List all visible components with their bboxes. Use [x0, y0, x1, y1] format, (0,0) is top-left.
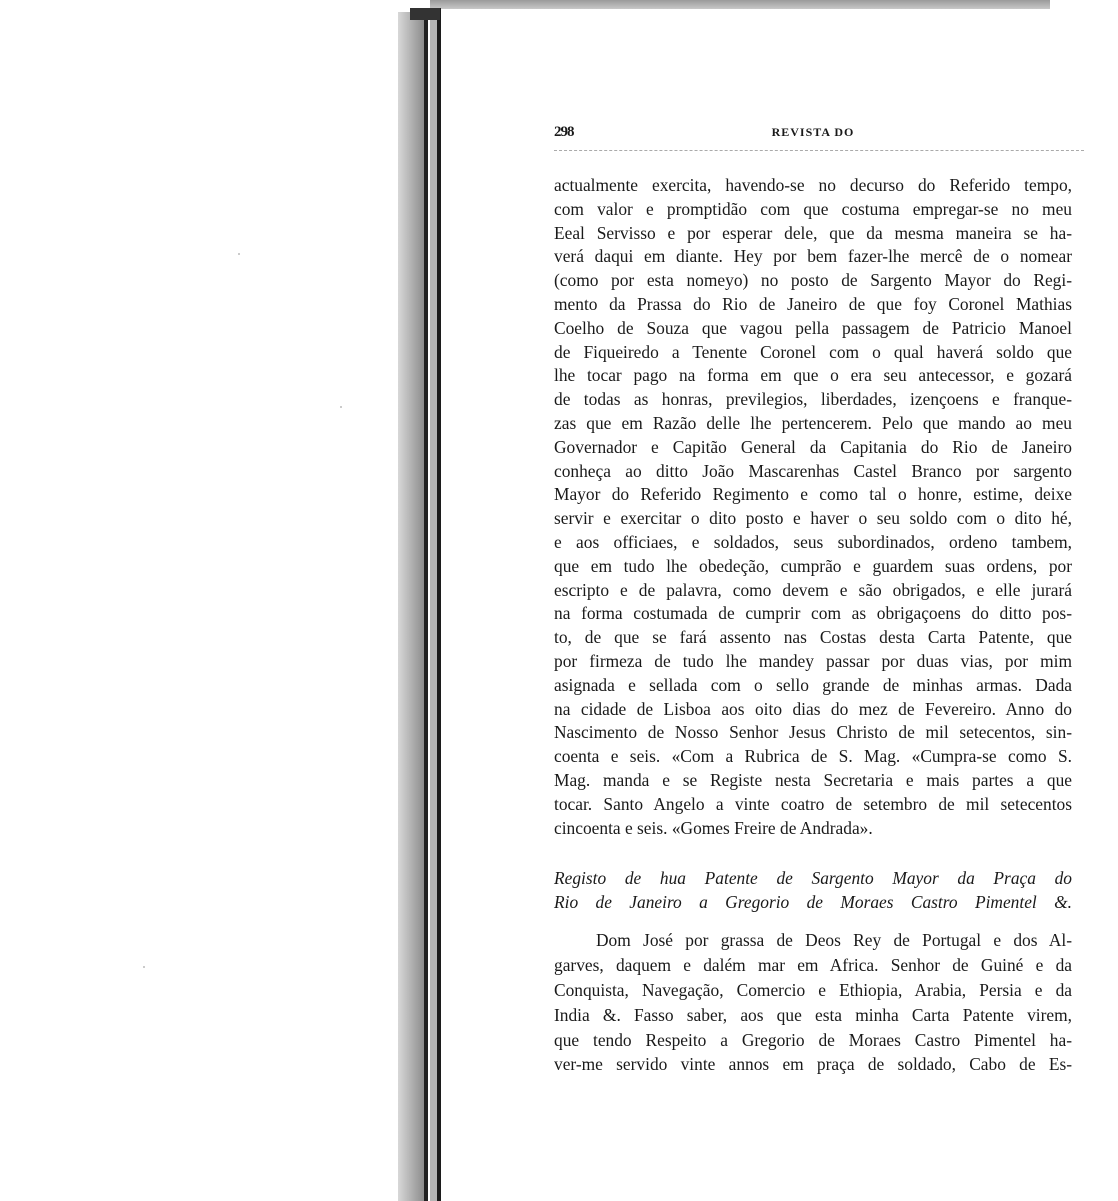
text-line: zas que em Razão delle lhe pertencerem. Pelo que mando ao meu	[554, 412, 1072, 433]
text-line: de Fiqueiredo a Tenente Coronel com o qual haverá soldo que	[554, 341, 1072, 362]
page-header	[554, 124, 1072, 144]
text-line: escripto e de palavra, como devem e são obrigados, e elle jurará	[554, 579, 1072, 600]
text-line: com valor e promptidão com que costuma empregar-se no meu	[554, 198, 1072, 219]
text-line: que em tudo lhe obedeção, cumprão e guardem suas ordens, por	[554, 555, 1072, 576]
text-line: Conquista, Navegação, Comercio e Ethiopia, Arabia, Persia e da	[554, 979, 1072, 1000]
text-line: Registo de hua Patente de Sargento Mayor da Praça do	[554, 868, 1072, 888]
text-line: (como por esta nomeyo) no posto de Sargento Mayor do Regi-	[554, 270, 1072, 291]
text-line: Nascimento de Nosso Senhor Jesus Christo de mil setecentos, sin-	[554, 722, 1072, 743]
text-line: por firmeza de tudo lhe mandey passar por duas vias, por mim	[554, 650, 1072, 671]
text-line: que tendo Respeito a Gregorio de Moraes Castro Pimentel ha-	[554, 1029, 1072, 1050]
text-line: na forma costumada de cumprir com as obrigaçoens do ditto pos-	[554, 603, 1072, 624]
text-line: na cidade de Lisboa aos oito dias do mez de Fevereiro. Anno do	[554, 698, 1072, 719]
text-line: Coelho de Souza que vagou pella passagem de Patricio Manoel	[554, 317, 1072, 338]
text-line: Rio de Janeiro a Gregorio de Moraes Castro Pimentel &.	[554, 892, 1072, 912]
text-line: asignada e sellada com o sello grande de minhas armas. Dada	[554, 674, 1072, 695]
text-line: servir e exercitar o dito posto e haver o seu soldo com o dito hé,	[554, 508, 1072, 529]
text-line: to, de que se fará assento nas Costas desta Carta Patente, que	[554, 627, 1072, 648]
text-line: verá daqui em diante. Hey por bem fazer-lhe mercê de o nomear	[554, 246, 1072, 267]
text-line: e aos officiaes, e soldados, seus subordinados, ordeno tambem,	[554, 531, 1072, 552]
section-heading	[554, 866, 1072, 914]
text-line: India &. Fasso saber, aos que esta minha Carta Patente virem,	[554, 1004, 1072, 1025]
book-binding-edge	[424, 12, 428, 1201]
header-rule	[554, 150, 1084, 151]
text-line: Dom José por grassa de Deos Rey de Portugal e dos Al-	[596, 930, 1072, 950]
text-line: tocar. Santo Angelo a vinte coatro de setembro de mil setecentos	[554, 793, 1072, 814]
text-line: Eeal Servisso e por esperar dele, que da mesma maneira se ha-	[554, 222, 1072, 243]
scan-speck	[238, 253, 240, 255]
text-line: lhe tocar pago na forma em que o era seu antecessor, e gozará	[554, 365, 1072, 386]
book-binding-shadow	[398, 12, 425, 1201]
text-line: Mayor do Referido Regimento e como tal o honre, estime, deixe	[554, 484, 1072, 505]
scan-speck	[340, 406, 342, 408]
text-line: cincoenta e seis. «Gomes Freire de Andrada».	[554, 817, 873, 838]
text-line: ver-me servido vinte annos em praça de soldado, Cabo de Es-	[554, 1054, 1072, 1075]
text-line: garves, daquem e dalém mar em Africa. Senhor de Guiné e da	[554, 954, 1072, 975]
running-title: REVISTA DO	[771, 125, 855, 139]
text-line: coenta e seis. «Com a Rubrica de S. Mag. «Cumpra-se como S.	[554, 746, 1072, 767]
body-text	[554, 174, 1072, 840]
scan-speck	[143, 966, 145, 968]
page-gutter-edge	[437, 8, 441, 1201]
text-line: de todas as honras, previlegios, liberdades, izençoens e franque-	[554, 389, 1072, 410]
paragraph-text	[554, 928, 1072, 1077]
text-line: mento da Prassa do Rio de Janeiro de que foy Coronel Mathias	[554, 293, 1072, 314]
binding-corner	[410, 8, 440, 20]
page-number: 298	[554, 124, 574, 140]
text-line: actualmente exercita, havendo-se no decurso do Referido tempo,	[554, 175, 1072, 195]
text-line: Governador e Capitão General da Capitania do Rio de Janeiro	[554, 436, 1072, 457]
text-line: conheça ao ditto João Mascarenhas Castel Branco por sargento	[554, 460, 1072, 481]
page-top-edge	[430, 0, 1050, 9]
text-line: Mag. manda e se Registe nesta Secretaria e mais partes a que	[554, 769, 1072, 790]
